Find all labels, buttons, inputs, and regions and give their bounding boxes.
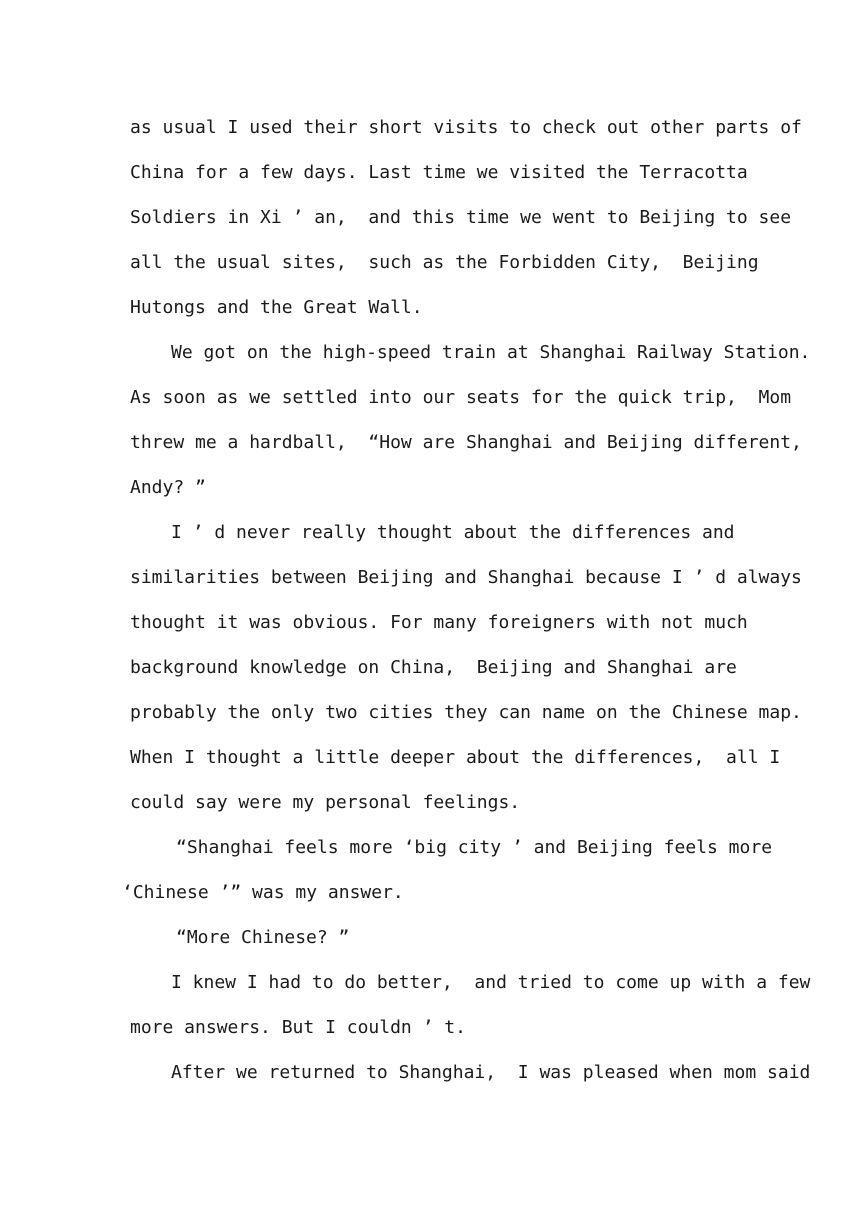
text-line: We got on the high-speed train at Shanghai Railway Station. <box>171 342 811 363</box>
text-line: as usual I used their short visits to check out other parts of <box>130 117 802 138</box>
text-line: more answers. But I couldn ’ t. <box>130 1017 466 1038</box>
text-line: I ’ d never really thought about the differences and <box>171 522 735 543</box>
text-line: When I thought a little deeper about the differences, all I <box>130 747 781 768</box>
text-line: ‘Chinese ’” was my answer. <box>122 882 404 903</box>
text-line: similarities between Beijing and Shanghai because I ’ d always <box>130 567 802 588</box>
text-line: Hutongs and the Great Wall. <box>130 297 423 318</box>
text-line: “Shanghai feels more ‘big city ’ and Beijing feels more <box>176 837 773 858</box>
text-line: I knew I had to do better, and tried to come up with a few <box>171 972 811 993</box>
text-line: could say were my personal feelings. <box>130 792 521 813</box>
text-line: all the usual sites, such as the Forbidden City, Beijing <box>130 252 759 273</box>
text-line: thought it was obvious. For many foreigners with not much <box>130 612 748 633</box>
text-line: As soon as we settled into our seats for the quick trip, Mom <box>130 387 792 408</box>
text-line: Andy? ” <box>130 477 206 498</box>
text-line: background knowledge on China, Beijing and Shanghai are <box>130 657 737 678</box>
text-line: “More Chinese? ” <box>176 927 350 948</box>
text-line: Soldiers in Xi ’ an, and this time we went to Beijing to see <box>130 207 792 228</box>
text-line: probably the only two cities they can name on the Chinese map. <box>130 702 802 723</box>
body-text <box>122 105 811 1095</box>
text-line: After we returned to Shanghai, I was pleased when mom said <box>171 1062 811 1083</box>
text-line: China for a few days. Last time we visited the Terracotta <box>130 162 748 183</box>
text-line: threw me a hardball, “How are Shanghai and Beijing different, <box>130 432 802 453</box>
